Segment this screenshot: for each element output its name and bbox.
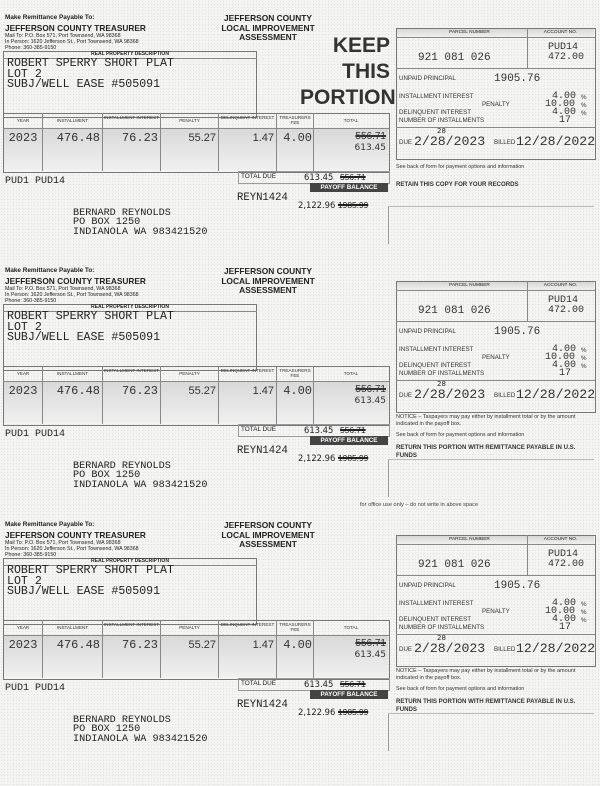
return-notice: RETURN THIS PORTION WITH REMITTANCE PAYABLE IN U.S. FUNDS [396,444,576,459]
billed-label: BILLED [494,139,516,146]
total-handwritten-value: 613.45 [354,143,386,153]
total-due-struck-value: 556.71 [340,679,366,689]
installment-value: 476.48 [56,131,100,145]
total-struck-value: 556.71 [355,131,386,142]
total-due-label: TOTAL DUE [241,173,277,180]
parcel-number: 921 081 026 [418,52,491,64]
property-line-3: SUBJ/WELL EASE #505091 [7,78,161,91]
due-date: 2/28/2023 [414,134,486,149]
divider [396,290,595,291]
percent-sign: % [581,347,587,354]
owner-name: BERNARD REYNOLDS [73,461,171,472]
divider [396,68,595,69]
owner-street: PO BOX 1250 [73,724,141,736]
table-header-divider [3,128,389,129]
see-back-note: See back of form for payment options and information [396,686,525,692]
property-line-3: SUBJ/WELL EASE #505091 [7,585,161,598]
payoff-balance-label: PAYOFF BALANCE [310,436,388,445]
delinquent-interest-value: 1.47 [252,385,274,397]
header-line-3: ASSESSMENT [239,285,297,295]
treasurers-fee-value: 4.00 [283,131,312,145]
installment-interest-label: INSTALLMENT INTEREST [399,346,474,353]
account-no-label: ACCOUNT NO. [543,30,578,35]
due-date: 2/28/2023 [414,641,486,656]
property-line-2: LOT 2 [7,320,42,334]
header-line-3: ASSESSMENT [239,32,297,42]
divider [396,544,595,545]
in-person: In Person: 1620 Jefferson St., Port Townsend, WA 98368 [5,292,139,298]
property-description-label: REAL PROPERTY DESCRIPTION [91,558,169,564]
office-use-rule [388,459,389,497]
office-use-rule [388,206,594,207]
property-description [7,566,174,598]
col-total: TOTAL [343,118,359,123]
parcel-number: 921 081 026 [418,305,491,317]
unpaid-principal-label: UNPAID PRINCIPAL [399,75,456,82]
installment-interest-label: INSTALLMENT INTEREST [399,600,474,607]
treasurers-fee-value: 4.00 [283,384,312,398]
billed-date: 12/28/2022 [516,387,596,402]
account-no-label: ACCOUNT NO. [543,537,578,542]
mail-to: Mail To: P.O. Box 571, Port Townsend, WA 98368 [5,33,121,39]
installment-interest-label: INSTALLMENT INTEREST [399,93,474,100]
reyn-code: REYN1424 [237,699,288,711]
number-of-installments: 17 [559,368,572,379]
payoff-value: 2,122.96 [298,200,336,210]
col-treasurers-fee: TREASURERS FEE [279,622,311,632]
total-due-value: 613.45 [304,679,334,689]
col-installment: INSTALLMENT [56,118,89,123]
owner-city: INDIANOLA WA 983421520 [73,226,208,238]
col-year: YEAR [16,371,30,376]
total-due-label: TOTAL DUE [241,426,277,433]
col-installment-interest: INSTALLMENT INTEREST [103,115,160,120]
divider [396,321,595,322]
delinquent-interest-label: DELINQUENT INTEREST [399,616,472,623]
col-installment-interest: INSTALLMENT INTEREST [103,368,160,373]
due-handwritten-day: 28 [437,127,446,135]
col-treasurers-fee: TREASURERS FEE [279,368,311,378]
total-struck-value: 556.71 [355,384,386,395]
penalty-value: 55.27 [188,132,216,144]
property-description-label: REAL PROPERTY DESCRIPTION [91,304,169,310]
in-person: In Person: 1620 Jefferson St., Port Townsend, WA 98368 [5,546,139,552]
remit-to-label: Make Remittance Payable To: [5,267,95,274]
divider [396,634,595,635]
parcel-number-label: PARCEL NUMBER [449,30,490,35]
col-year: YEAR [16,118,30,123]
owner-address [73,462,208,490]
payoff-struck-value: 1985.99 [338,707,369,717]
installment-value: 476.48 [56,638,100,652]
col-delinquent-interest: DELINQUENT INTEREST [220,368,275,373]
office-use-note: for office use only – do not write in above space [360,502,479,508]
col-treasurers-fee: TREASURERS FEE [279,115,311,125]
form-header [218,521,318,550]
number-of-installments-label: NUMBER OF INSTALLMENTS [399,624,485,631]
treasurer-name: JEFFERSON COUNTY TREASURER [5,23,146,33]
property-description [7,59,174,91]
owner-name: BERNARD REYNOLDS [73,208,171,219]
total-due-struck-value: 556.71 [340,172,366,182]
col-installment: INSTALLMENT [56,371,89,376]
penalty-value: 55.27 [188,639,216,651]
total-due-value: 613.45 [304,425,334,435]
percent-sign: % [581,617,587,624]
payoff-struck-value: 1985.99 [338,453,369,463]
portion-word: PORTION [300,86,396,109]
property-line-2: LOT 2 [7,574,42,588]
header-line-3: ASSESSMENT [239,539,297,549]
due-label: DUE [399,646,413,653]
number-of-installments-label: NUMBER OF INSTALLMENTS [399,117,485,124]
account-code: PUD14 [548,549,579,560]
total-struck-value: 556.71 [355,638,386,649]
unpaid-principal-value: 1905.76 [494,326,541,338]
property-line-1: ROBERT SPERRY SHORT PLAT [7,564,174,577]
payoff-balance-label: PAYOFF BALANCE [310,690,388,699]
unpaid-principal-label: UNPAID PRINCIPAL [399,582,456,589]
installment-interest-value: 76.23 [121,131,158,145]
this-word: THIS [342,60,390,83]
billed-date: 12/28/2022 [516,134,596,149]
remit-to-label: Make Remittance Payable To: [5,14,95,21]
col-delinquent-interest: DELINQUENT INTEREST [220,115,275,120]
account-code: PUD14 [548,42,579,53]
percent-sign: % [581,102,587,109]
delinquent-interest-label: DELINQUENT INTEREST [399,362,472,369]
penalty-label: PENALTY [482,101,510,108]
percent-sign: % [581,609,587,616]
account-amount: 472.00 [548,304,585,316]
billed-label: BILLED [494,646,516,653]
parcel-number-label: PARCEL NUMBER [449,283,490,288]
keep-this-portion [300,33,396,111]
account-amount: 472.00 [548,51,585,63]
keep-word: KEEP [332,34,390,57]
total-due-value: 613.45 [304,172,334,182]
penalty-value: 55.27 [188,385,216,397]
payoff-struck-value: 1985.99 [338,200,369,210]
district-codes: PUD1 PUD14 [5,683,66,694]
treasurer-name: JEFFERSON COUNTY TREASURER [5,276,146,286]
district-codes: PUD1 PUD14 [5,176,66,187]
account-amount: 472.00 [548,558,585,570]
header-line-2: LOCAL IMPROVEMENT [221,529,315,540]
header-line-1: JEFFERSON COUNTY [224,266,312,276]
penalty-rate: 10.00 [545,99,576,110]
remittance-stub-3 [0,517,600,767]
penalty-label: PENALTY [482,608,510,615]
number-of-installments: 17 [559,115,572,126]
total-handwritten-value: 613.45 [354,396,386,406]
mail-to: Mail To: P.O. Box 571, Port Townsend, WA 98368 [5,540,121,546]
installment-interest-value: 76.23 [121,638,158,652]
delinquent-interest-value: 1.47 [252,639,274,651]
return-notice: RETAIN THIS COPY FOR YOUR RECORDS [396,181,519,188]
owner-street: PO BOX 1250 [73,470,141,482]
owner-address [73,209,208,237]
divider [527,281,528,321]
property-line-2: LOT 2 [7,67,42,81]
phone: Phone: 360-385-9150 [5,298,57,304]
property-line-3: SUBJ/WELL EASE #505091 [7,331,161,344]
in-person: In Person: 1620 Jefferson St., Port Townsend, WA 98368 [5,39,139,45]
number-of-installments-label: NUMBER OF INSTALLMENTS [399,370,485,377]
account-number [548,296,584,315]
delinquent-interest-rate: 4.00 [552,107,577,118]
delinquent-interest-label: DELINQUENT INTEREST [399,109,472,116]
payment-notice: NOTICE – Taxpayers may pay either by installment total or by the amount indicated in the payoff box. [396,668,576,681]
remittance-stub-1 [0,10,600,260]
divider [396,380,595,381]
reyn-code: REYN1424 [237,192,288,204]
header-line-1: JEFFERSON COUNTY [224,520,312,530]
return-notice: RETURN THIS PORTION WITH REMITTANCE PAYABLE IN U.S. FUNDS [396,698,576,713]
col-year: YEAR [16,625,30,630]
installment-interest-value: 76.23 [121,384,158,398]
owner-street: PO BOX 1250 [73,217,141,229]
parcel-number: 921 081 026 [418,559,491,571]
divider [527,28,528,68]
table-header-divider [3,635,389,636]
col-delinquent-interest: DELINQUENT INTEREST [220,622,275,627]
billed-label: BILLED [494,392,516,399]
district-codes: PUD1 PUD14 [5,429,66,440]
col-total: TOTAL [343,371,359,376]
property-description [7,312,174,344]
billed-date: 12/28/2022 [516,641,596,656]
year-value: 2023 [8,384,38,398]
treasurers-fee-value: 4.00 [283,638,312,652]
total-due-label: TOTAL DUE [241,680,277,687]
installment-value: 476.48 [56,384,100,398]
divider [396,37,595,38]
property-description-label: REAL PROPERTY DESCRIPTION [91,51,169,57]
year-value: 2023 [8,131,38,145]
table-header-divider [3,381,389,382]
payment-notice: NOTICE – Taxpayers may pay either by installment total or by the amount indicated in the payoff box. [396,414,576,427]
total-due-struck-value: 556.71 [340,425,366,435]
divider [396,127,595,128]
penalty-label: PENALTY [482,354,510,361]
remittance-stub-2 [0,263,600,513]
header-line-2: LOCAL IMPROVEMENT [221,22,315,33]
header-line-2: LOCAL IMPROVEMENT [221,275,315,286]
delinquent-interest-rate: 4.00 [552,614,577,625]
account-number [548,43,584,62]
form-header [218,267,318,296]
installment-interest-rate: 4.00 [552,598,577,609]
property-line-1: ROBERT SPERRY SHORT PLAT [7,310,174,323]
penalty-rate: 10.00 [545,352,576,363]
unpaid-principal-label: UNPAID PRINCIPAL [399,328,456,335]
payoff-value: 2,122.96 [298,707,336,717]
treasurer-name: JEFFERSON COUNTY TREASURER [5,530,146,540]
due-handwritten-day: 28 [437,634,446,642]
due-handwritten-day: 28 [437,380,446,388]
percent-sign: % [581,355,587,362]
office-use-rule [388,713,389,751]
account-number [548,550,584,569]
payoff-value: 2,122.96 [298,453,336,463]
due-label: DUE [399,392,413,399]
owner-address [73,716,208,744]
unpaid-principal-value: 1905.76 [494,73,541,85]
col-installment: INSTALLMENT [56,625,89,630]
see-back-note: See back of form for payment options and information [396,432,525,438]
divider [396,575,595,576]
col-penalty: PENALTY [179,371,200,376]
number-of-installments: 17 [559,622,572,633]
percent-sign: % [581,363,587,370]
installment-interest-rate: 4.00 [552,344,577,355]
total-handwritten-value: 613.45 [354,650,386,660]
phone: Phone: 360-385-9150 [5,552,57,558]
col-installment-interest: INSTALLMENT INTEREST [103,622,160,627]
office-use-rule [388,206,389,244]
year-value: 2023 [8,638,38,652]
parcel-number-label: PARCEL NUMBER [449,537,490,542]
col-penalty: PENALTY [179,118,200,123]
owner-name: BERNARD REYNOLDS [73,715,171,726]
unpaid-principal-value: 1905.76 [494,580,541,592]
header-line-1: JEFFERSON COUNTY [224,13,312,23]
payoff-balance-label: PAYOFF BALANCE [310,183,388,192]
installment-interest-rate: 4.00 [552,91,577,102]
owner-city: INDIANOLA WA 983421520 [73,479,208,491]
penalty-rate: 10.00 [545,606,576,617]
see-back-note: See back of form for payment options and information [396,164,525,170]
phone: Phone: 360-385-9150 [5,45,57,51]
delinquent-interest-rate: 4.00 [552,360,577,371]
mail-to: Mail To: P.O. Box 571, Port Townsend, WA 98368 [5,286,121,292]
account-code: PUD14 [548,295,579,306]
account-no-label: ACCOUNT NO. [543,283,578,288]
col-total: TOTAL [343,625,359,630]
col-penalty: PENALTY [179,625,200,630]
percent-sign: % [581,94,587,101]
percent-sign: % [581,110,587,117]
reyn-code: REYN1424 [237,445,288,457]
property-line-1: ROBERT SPERRY SHORT PLAT [7,57,174,70]
divider [527,535,528,575]
due-date: 2/28/2023 [414,387,486,402]
delinquent-interest-value: 1.47 [252,132,274,144]
remit-to-label: Make Remittance Payable To: [5,521,95,528]
owner-city: INDIANOLA WA 983421520 [73,733,208,745]
percent-sign: % [581,601,587,608]
due-label: DUE [399,139,413,146]
